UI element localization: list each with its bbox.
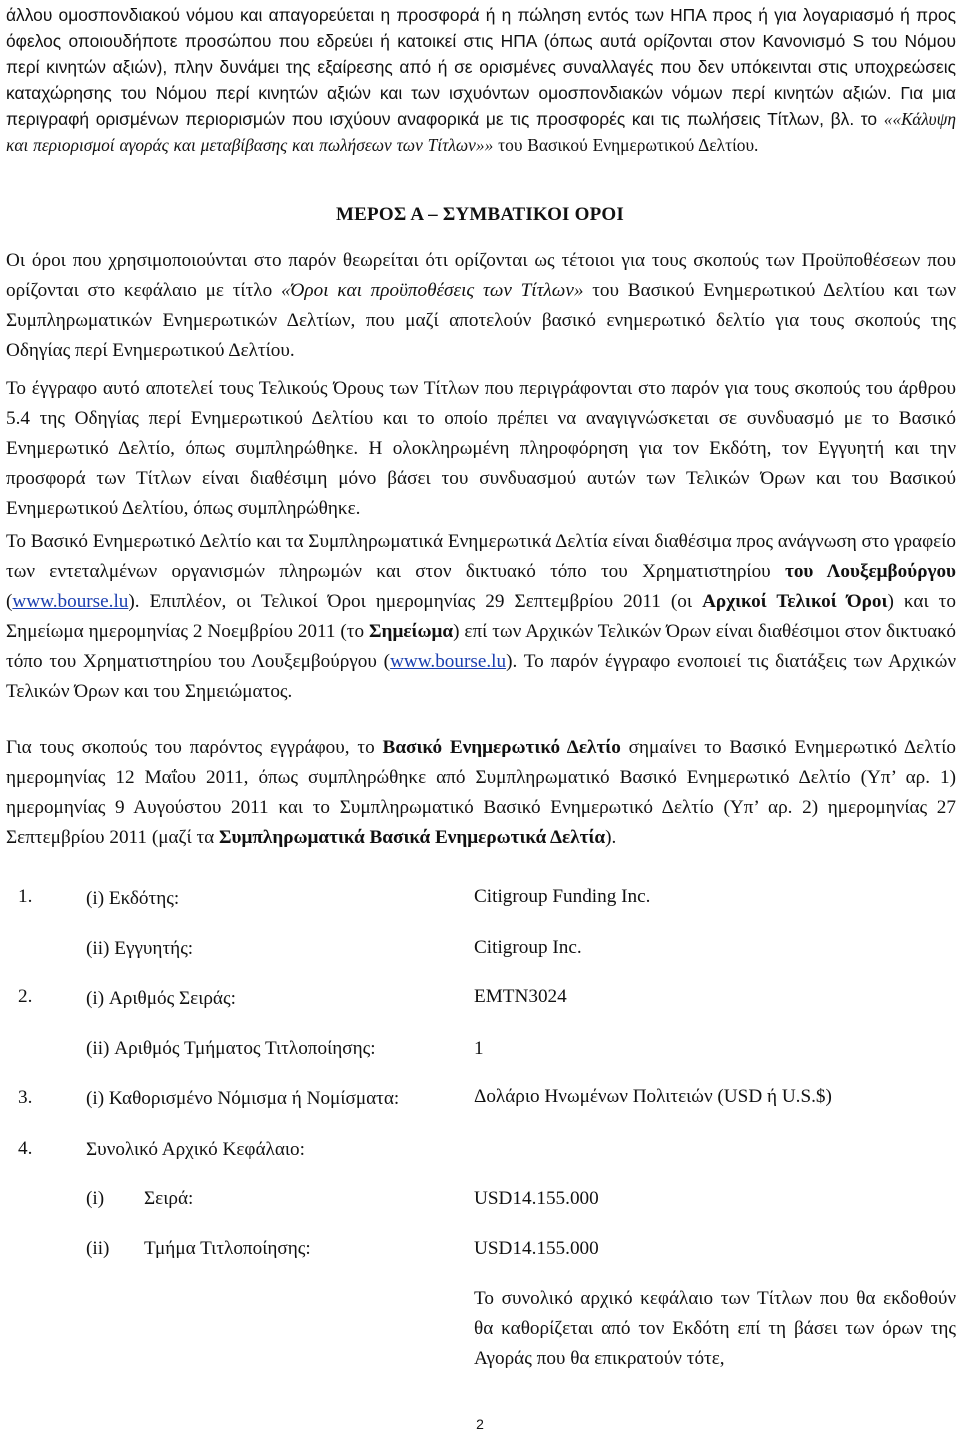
page-number: 2	[476, 1416, 484, 1432]
issuer-label: (i) Εκδότης:	[86, 888, 180, 909]
item-number-2: 2.	[18, 986, 33, 1007]
item-number-4: 4.	[18, 1138, 33, 1159]
paragraph-final-terms: Το έγγραφο αυτό αποτελεί τους Τελικούς Όρους των Τίτλων που περιγράφονται στο παρόν για τους σκοπούς του άρθρου 5.4 της Οδηγίας περί Ενημερωτικού Δελτίου και το οποίο πρέπει να αναγιγνώσκεται σε συνδυασμό με το Βασικό Ενημερωτικό Δελτίο, όπως συμπληρώθηκε. Η ολοκληρωμένη πληροφόρηση για τον Εκδότη, τον Εγγυητή και την προσφορά των Τίτλων είναι διαθέσιμη μόνο βάσει του συνδυασμού αυτών των Τελικών Όρων και του Βασικού Ενημερωτικού Δελτίου, όπως συμπληρώθηκε.	[6, 378, 956, 519]
para4-text-a: Για τους σκοπούς του παρόντος εγγράφου, το	[6, 737, 383, 758]
para3-bold-memo: Σημείωμα	[369, 621, 454, 642]
series-number-label: (i) Αριθμός Σειράς:	[86, 988, 236, 1009]
aggregate-tranche-roman: (ii)	[86, 1238, 110, 1259]
intro-paragraph	[6, 2, 956, 158]
aggregate-series-roman: (i)	[86, 1188, 105, 1209]
para3-bold-exchange: του Λουξεμβούργου	[784, 561, 956, 582]
tranche-number-value: 1	[474, 1038, 484, 1059]
intro-italic-reference: ««Κάλυψη και περιορισμοί αγοράς και μεταβίβασης και πωλήσεων των Τίτλων»»	[6, 109, 956, 155]
aggregate-tranche-value: USD14.155.000	[474, 1238, 599, 1259]
intro-text-part1: άλλου ομοσπονδιακού νόμου και απαγορεύεται η προσφορά ή η πώληση εντός των ΗΠΑ προς ή για λογαριασμό ή προς όφελος οποιουδήποτε προσώπου που εδρεύει ή κατοικεί στις ΗΠΑ (όπως αυτά ορίζονται στον Κανονισμό S του Νόμου περί κινητών αξιών), πλην δυνάμει της εξαίρεσης από ή σε ορισμένες συναλλαγές που δεν υπόκεινται στις υποχρεώσεις καταχώρησης του Νόμου περί κινητών αξιών και των ισχυόντων ομοσπονδιακών νόμων περί κινητών αξιών. Για μια περιγραφή ορισμένων περιορισμών που ισχύουν αναφορικά με τις προσφορές και τις πωλήσεις Τίτλων, βλ. το	[6, 5, 956, 129]
para3-text-b: (	[6, 591, 13, 612]
aggregate-tranche-note: Το συνολικό αρχικό κεφάλαιο των Τίτλων που θα εκδοθούν θα καθορίζεται από τον Εκδότη επί τη βάσει των όρων της Αγοράς που θα επικρατούν τότε,	[474, 1288, 956, 1369]
para1-italic-title: «Όροι και προϋποθέσεις των Τίτλων»	[280, 280, 584, 301]
para3-text-f: ). Το παρόν έγγραφο ενοποιεί τις διατάξεις των Αρχικών Τελικών Όρων και του Σημειώματος.	[6, 651, 956, 702]
paragraph-availability	[6, 527, 956, 707]
aggregate-principal-label: Συνολικό Αρχικό Κεφάλαιο:	[86, 1139, 305, 1160]
issuer-value: Citigroup Funding Inc.	[474, 886, 651, 907]
para4-bold-base: Βασικό Ενημερωτικό Δελτίο	[382, 737, 621, 758]
para4-text-c: ).	[605, 827, 617, 848]
tranche-number-label: (ii) Αριθμός Τμήματος Τιτλοποίησης:	[86, 1038, 376, 1059]
para3-text-e: ) επί των Αρχικών Τελικών Όρων είναι διαθέσιμοι στον δικτυακό τόπο του Χρηματιστηρίου του Λουξεμβούργου (	[6, 621, 957, 672]
para3-text-c: ). Επιπλέον, οι Τελικοί Όροι ημερομηνίας 29 Σεπτεμβρίου 2011 (οι	[128, 591, 703, 612]
series-number-value: EMTN3024	[474, 986, 567, 1007]
item-number-1: 1.	[18, 886, 33, 907]
aggregate-series-label: Σειρά:	[144, 1188, 194, 1209]
guarantor-label: (ii) Εγγυητής:	[86, 938, 194, 959]
currency-label: (i) Καθορισμένο Νόμισμα ή Νομίσματα:	[86, 1088, 400, 1109]
para4-bold-supplements: Συμπληρωματικά Βασικά Ενημερωτικά Δελτία	[219, 827, 606, 848]
bourse-link-1[interactable]: www.bourse.lu	[12, 591, 129, 612]
item-number-3: 3.	[18, 1087, 33, 1108]
currency-value: Δολάριο Ηνωμένων Πολιτειών (USD ή U.S.$)	[474, 1086, 832, 1107]
intro-text-part2: του Βασικού Ενημερωτικού Δελτίου.	[493, 135, 759, 155]
guarantor-value: Citigroup Inc.	[474, 937, 582, 958]
section-heading: ΜΕΡΟΣ Α – ΣΥΜΒΑΤΙΚΟΙ ΟΡΟΙ	[336, 204, 624, 225]
para3-bold-initial-terms: Αρχικοί Τελικοί Όροι	[702, 591, 888, 612]
paragraph-base-prospectus	[6, 733, 956, 853]
para3-text-a: Το Βασικό Ενημερωτικό Δελτίο και τα Συμπληρωματικά Ενημερωτικά Δελτία είναι διαθέσιμα προς ανάγνωση στο γραφείο των εντεταλμένων οργανισμών πληρωμών και στον δικτυακό τόπο του Χρηματιστηρίου	[6, 531, 956, 582]
bourse-link-2[interactable]: www.bourse.lu	[390, 651, 507, 672]
aggregate-series-value: USD14.155.000	[474, 1188, 599, 1209]
para1-text-b: του Βασικού Ενημερωτικού Δελτίου και των Συμπληρωματικών Ενημερωτικών Δελτίων, που μαζί αποτελούν βασικό ενημερωτικό δελτίο για τους σκοπούς της Οδηγίας περί Ενημερωτικού Δελτίου.	[6, 280, 956, 361]
para4-text-b: σημαίνει το Βασικό Ενημερωτικό Δελτίο ημερομηνίας 12 Μαΐου 2011, όπως συμπληρώθηκε από Συμπληρωματικό Βασικό Ενημερωτικό Δελτίο (Υπ’ αρ. 1) ημερομηνίας 9 Αυγούστου 2011 και το Συμπληρωματικό Βασικό Ενημερωτικό Δελτίο (Υπ’ αρ. 2) ημερομηνίας 27 Σεπτεμβρίου 2011 (μαζί τα	[6, 737, 956, 848]
para1-text-a: Οι όροι που χρησιμοποιούνται στο παρόν θεωρείται ότι ορίζονται ως τέτοιοι για τους σκοπούς των Προϋποθέσεων που ορίζονται στο κεφάλαιο με τίτλο	[6, 250, 956, 301]
aggregate-tranche-label: Τμήμα Τιτλοποίησης:	[144, 1238, 311, 1259]
paragraph-definitions	[6, 246, 956, 366]
para3-text-d: ) και το Σημείωμα ημερομηνίας 2 Νοεμβρίου 2011 (το	[6, 591, 956, 642]
